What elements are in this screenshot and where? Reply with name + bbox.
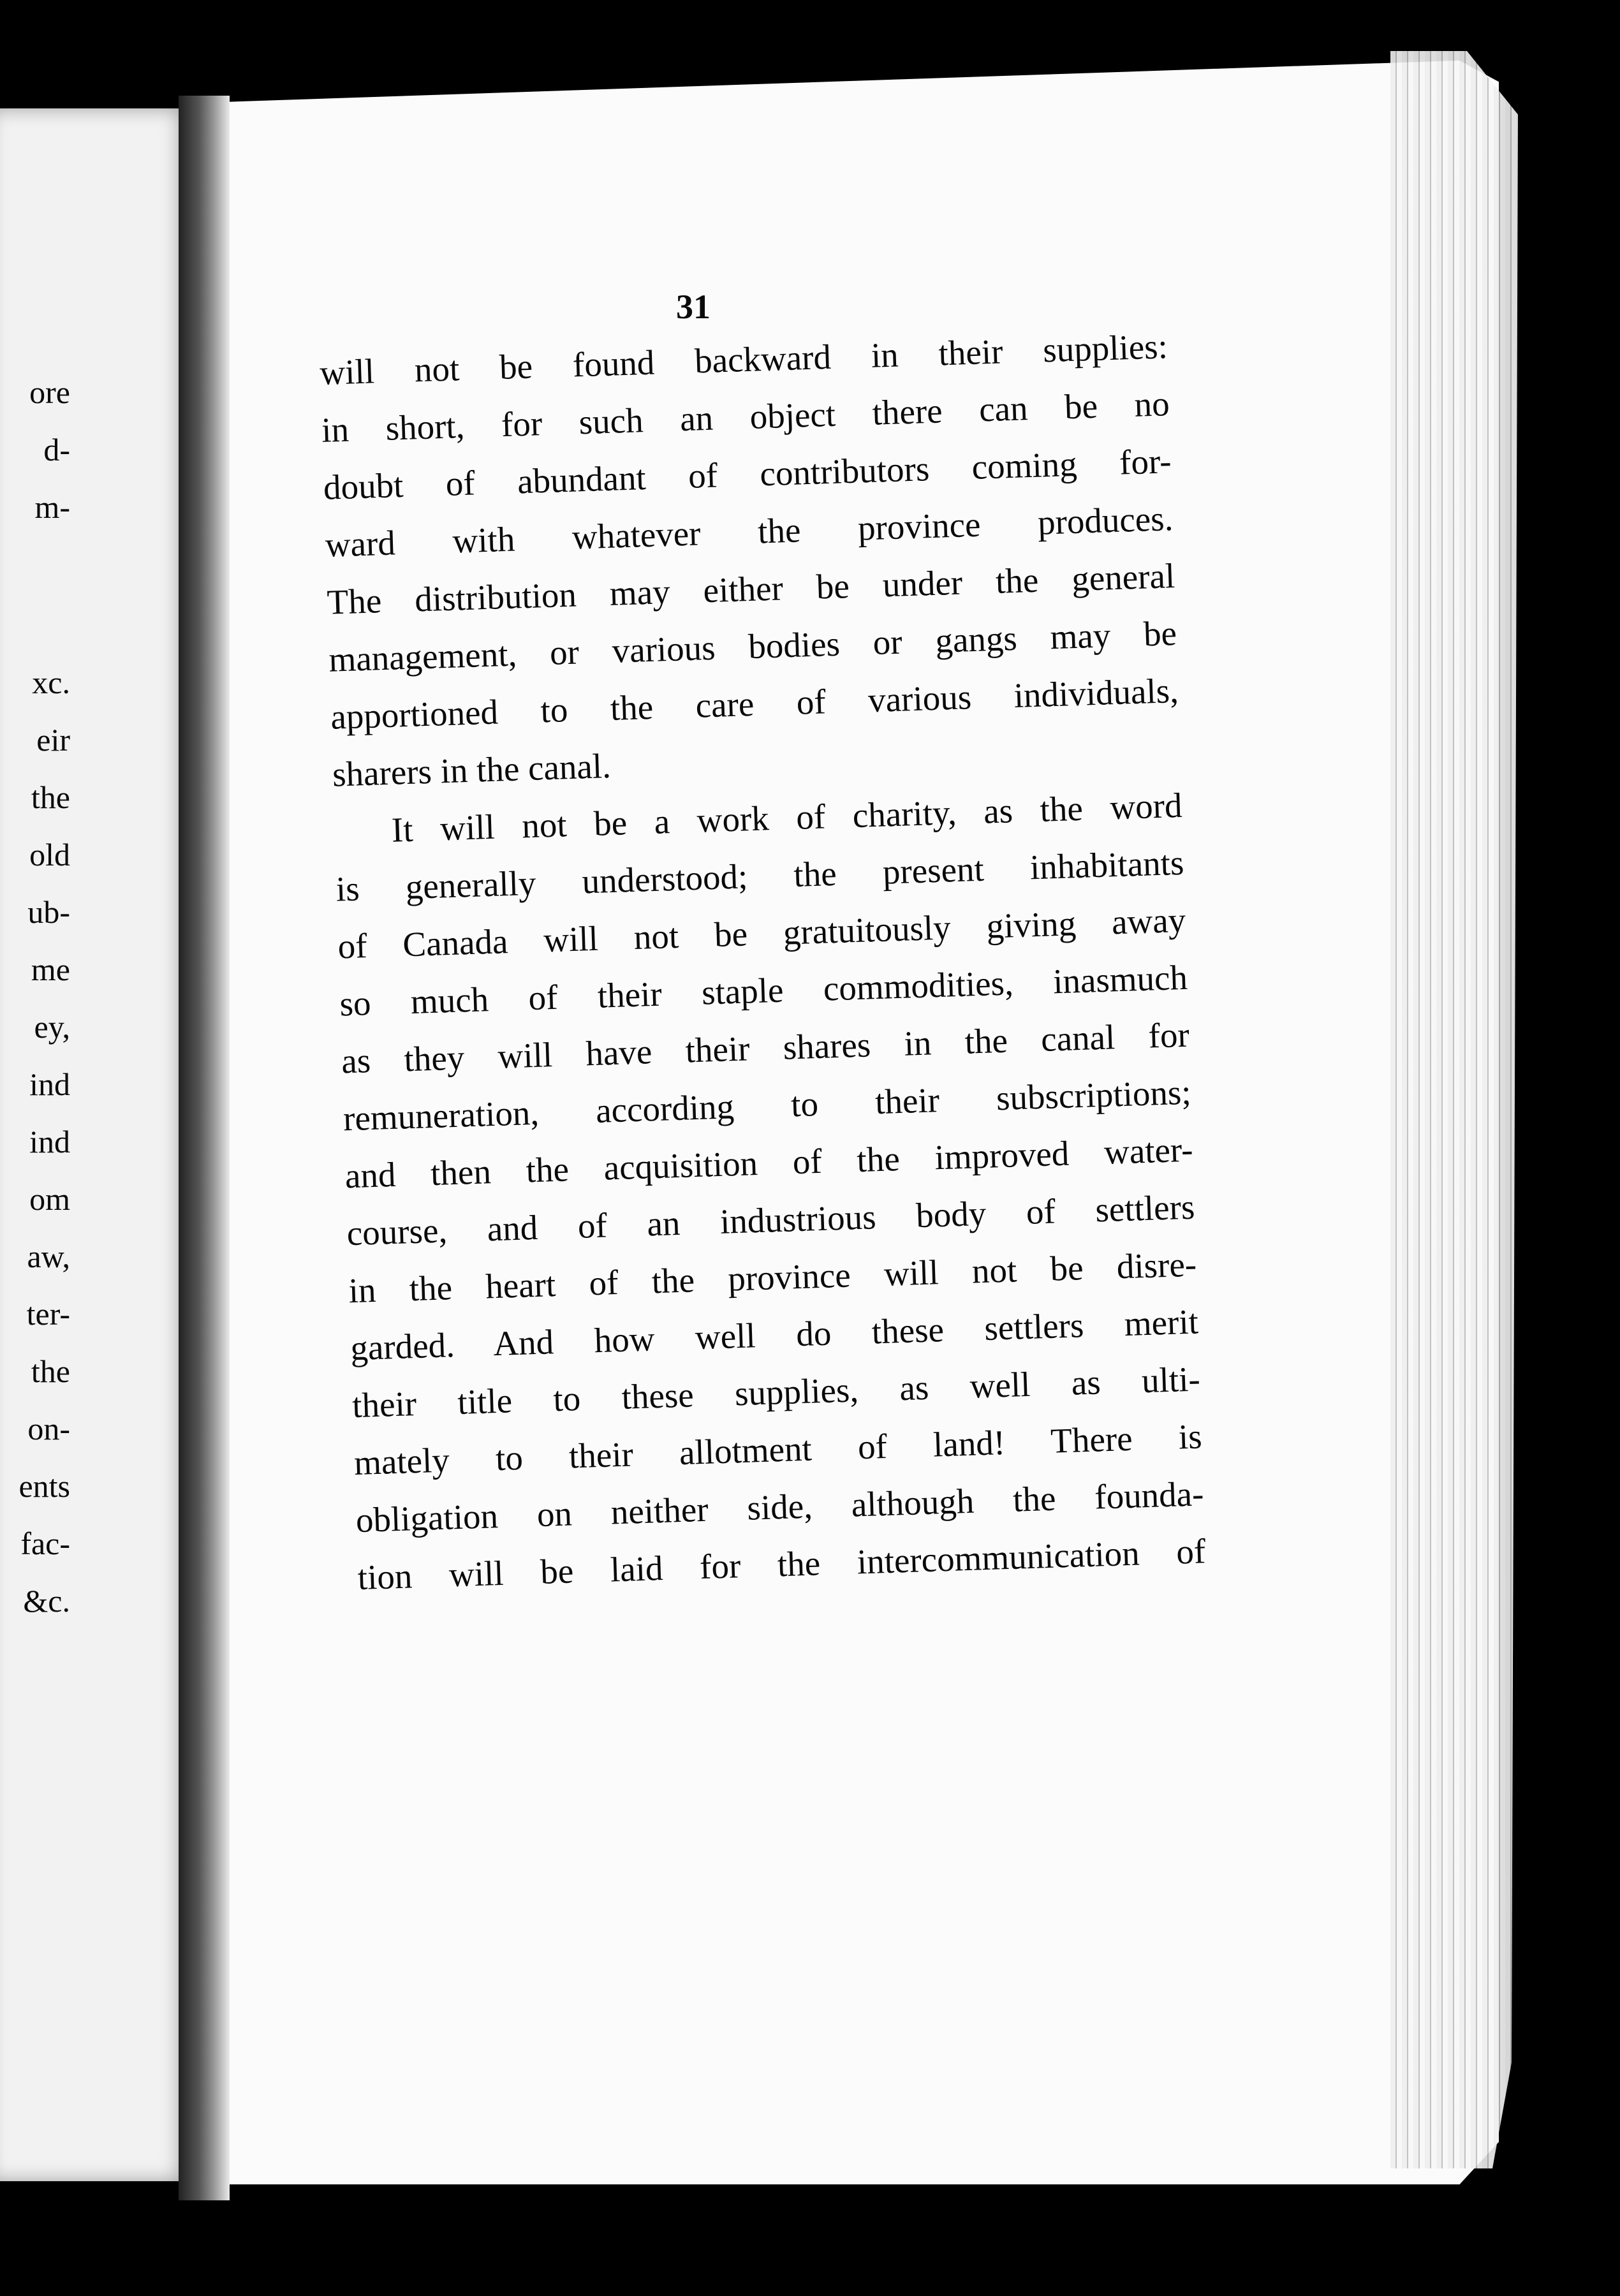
text-line: ward with whatever the province produces. bbox=[324, 499, 1174, 564]
text-line: doubt of abundant of contributors coming for- bbox=[323, 441, 1172, 507]
text-line: as they will have their shares in the canal for bbox=[341, 1015, 1190, 1081]
previous-page-fragment: ore bbox=[29, 374, 70, 410]
text-line: apportioned to the care of various individuals, bbox=[330, 670, 1179, 737]
text-line: their title to these supplies, as well as ulti- bbox=[351, 1359, 1201, 1425]
text-line: of Canada will not be gratuitously giving away bbox=[337, 900, 1186, 966]
text-line: will not be found backward in their supplies: bbox=[319, 327, 1168, 392]
previous-page-fragment: &c. bbox=[23, 1583, 70, 1619]
previous-page-fragment: me bbox=[31, 952, 70, 987]
text-line: and then the acquisition of the improved water- bbox=[344, 1130, 1194, 1196]
previous-page-fragment: d- bbox=[43, 432, 70, 467]
text-line: is generally understood; the present inhabitants bbox=[335, 843, 1185, 909]
text-line: The distribution may either be under the general bbox=[326, 556, 1176, 622]
text-line: remuneration, according to their subscriptions; bbox=[342, 1072, 1192, 1138]
previous-page-fragment: the bbox=[31, 1353, 70, 1389]
text-line: in the heart of the province will not be disre- bbox=[348, 1244, 1197, 1311]
previous-page-fragment: aw, bbox=[27, 1239, 70, 1274]
text-line: obligation on neither side, although the founda- bbox=[355, 1474, 1205, 1540]
previous-page bbox=[0, 108, 191, 2181]
book-gutter bbox=[179, 96, 230, 2200]
text-line: garded. And how well do these settlers merit bbox=[350, 1302, 1199, 1368]
text-line: tion will be laid for the intercommunication of bbox=[357, 1531, 1207, 1598]
text-line: management, or various bodies or gangs may be bbox=[328, 613, 1177, 679]
previous-page-fragment: the bbox=[31, 779, 70, 815]
previous-page-fragment: on- bbox=[27, 1411, 70, 1446]
body-text bbox=[319, 318, 1207, 1607]
previous-page-fragment: ey, bbox=[34, 1009, 70, 1045]
page-number: 31 bbox=[676, 288, 711, 326]
previous-page-fragment: ter- bbox=[26, 1296, 70, 1332]
text-line: in short, for such an object there can be no bbox=[321, 384, 1170, 450]
previous-page-fragment: m- bbox=[34, 489, 70, 525]
paragraph bbox=[334, 777, 1207, 1607]
page-edges bbox=[1390, 51, 1518, 2168]
text-line: mately to their allotment of land! There is bbox=[353, 1417, 1203, 1483]
text-line: It will not be a work of charity, as the word bbox=[391, 785, 1183, 850]
text-line: course, and of an industrious body of settlers bbox=[346, 1187, 1196, 1253]
previous-page-fragment: ind bbox=[29, 1124, 70, 1159]
previous-page-fragment: ind bbox=[29, 1066, 70, 1102]
previous-page-fragment: eir bbox=[36, 722, 70, 758]
previous-page-fragment: xc. bbox=[32, 665, 70, 700]
previous-page-fragment: om bbox=[29, 1181, 70, 1217]
text-line: sharers in the canal. bbox=[332, 746, 612, 794]
text-line: so much of their staple commodities, inasmuch bbox=[339, 957, 1188, 1024]
previous-page-fragment: fac- bbox=[20, 1526, 70, 1561]
previous-page-fragment: ents bbox=[18, 1468, 70, 1504]
paragraph bbox=[319, 318, 1181, 803]
previous-page-fragment: ub- bbox=[27, 894, 70, 930]
previous-page-fragment: old bbox=[29, 837, 70, 872]
